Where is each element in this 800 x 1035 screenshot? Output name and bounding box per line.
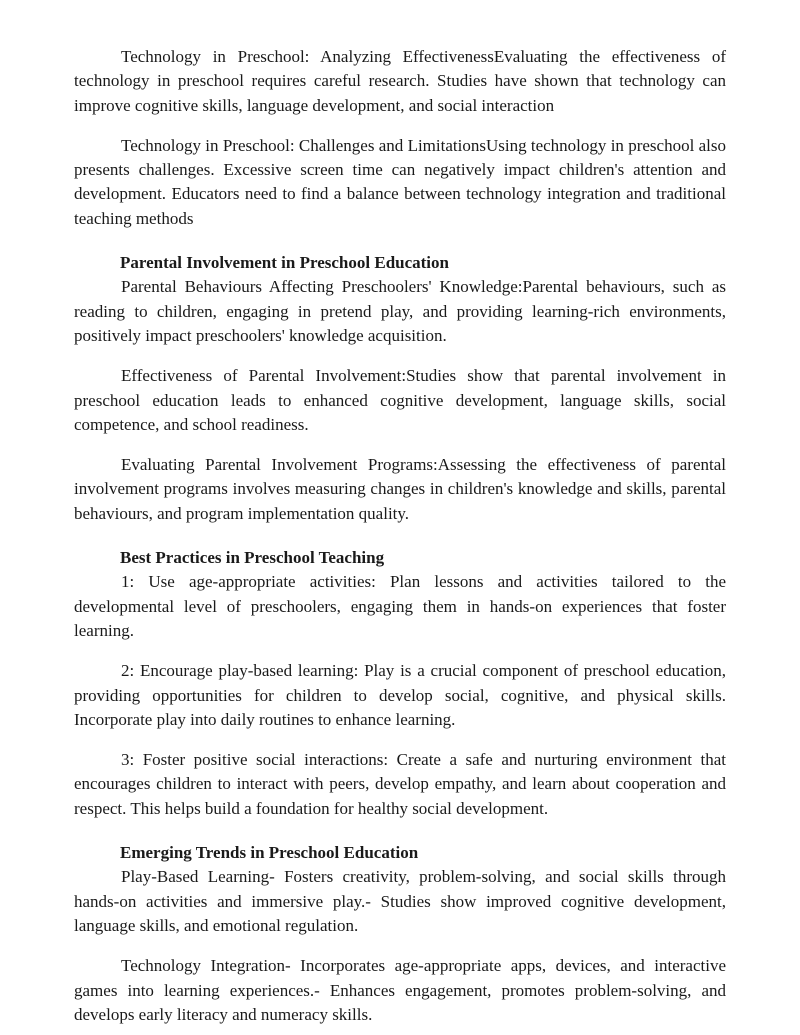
paragraph-technology-integration: Technology Integration- Incorporates age-appropriate apps, devices, and interactive games into learning experiences.- Enhances engagement, promotes problem-solving, and develops early literacy and numeracy skills.: [74, 956, 726, 1024]
paragraph-play-based-learning: Play-Based Learning- Fosters creativity, problem-solving, and social skills through hands-on activities and immersive play.- Studies show improved cognitive development, language skills, and emotional regulation.: [74, 867, 726, 935]
paragraph-technology-effectiveness: Technology in Preschool: Analyzing EffectivenessEvaluating the effectiveness of technology in preschool requires careful research. Studies have shown that technology can improve cognitive skills, language development, and social interaction: [74, 47, 726, 115]
paragraph-parental-effectiveness: Effectiveness of Parental Involvement:Studies show that parental involvement in preschool education leads to enhanced cognitive development, language skills, social competence, and school readiness.: [74, 366, 726, 434]
paragraph-practice-1: 1: Use age-appropriate activities: Plan lessons and activities tailored to the developmental level of preschoolers, engaging them in hands-on experiences that foster learning.: [74, 572, 726, 640]
paragraph-parental-programs: Evaluating Parental Involvement Programs:Assessing the effectiveness of parental involvement programs involves measuring changes in children's knowledge and skills, parental behaviours, and program implementation quality.: [74, 455, 726, 523]
heading-best-practices: Best Practices in Preschool Teaching: [120, 548, 385, 568]
paragraph-technology-challenges: Technology in Preschool: Challenges and LimitationsUsing technology in preschool also presents challenges. Excessive screen time can negatively impact children's attention and development. Educators need to find a balance between technology integration and traditional teaching methods: [74, 135, 726, 228]
heading-parental-involvement: Parental Involvement in Preschool Education: [120, 253, 449, 273]
paragraph-practice-3: 3: Foster positive social interactions: Create a safe and nurturing environment that encourages children to interact with peers, develop empathy, and learn about cooperation and respect. This helps build a foundation for healthy social development.: [74, 750, 726, 818]
paragraph-parental-behaviours: Parental Behaviours Affecting Preschoolers' Knowledge:Parental behaviours, such as reading to children, engaging in pretend play, and providing learning-rich environments, positively impact preschoolers' knowledge acquisition.: [74, 277, 726, 345]
paragraph-practice-2: 2: Encourage play-based learning: Play is a crucial component of preschool education, providing opportunities for children to develop social, cognitive, and physical skills. Incorporate play into daily routines to enhance learning.: [74, 661, 726, 729]
heading-emerging-trends: Emerging Trends in Preschool Education: [120, 843, 419, 863]
